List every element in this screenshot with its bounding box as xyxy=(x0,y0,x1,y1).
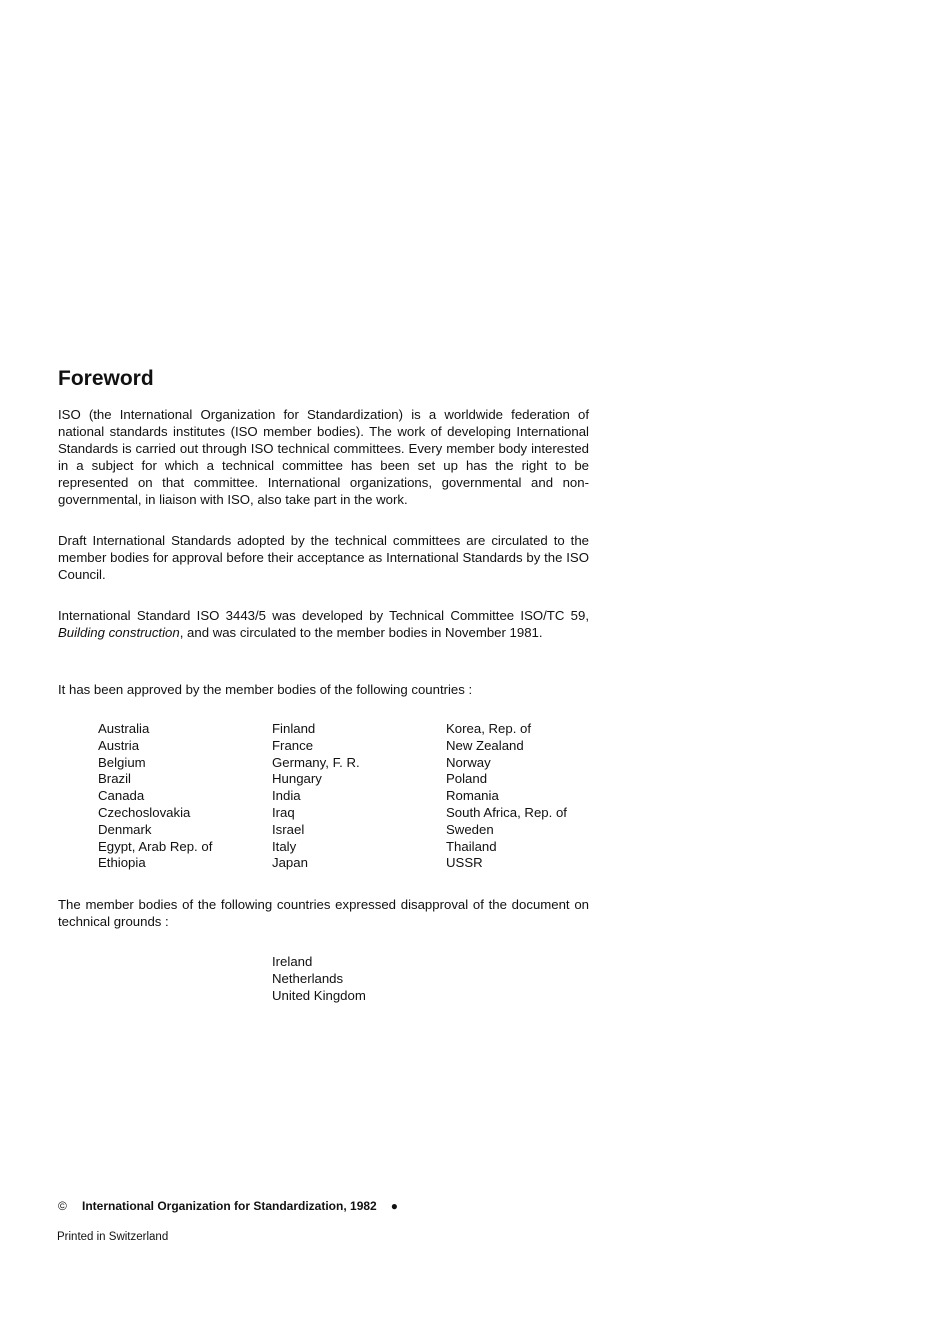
country-item: Egypt, Arab Rep. of xyxy=(98,838,213,854)
country-item: Germany, F. R. xyxy=(272,754,360,770)
country-item: Ireland xyxy=(272,954,313,969)
country-item: USSR xyxy=(446,855,483,871)
printed-in-note: Printed in Switzerland xyxy=(57,1231,169,1243)
approving-countries-column-2 xyxy=(272,721,360,872)
paragraph-approval: It has been approved by the member bodies of the following countries : xyxy=(58,682,473,697)
paragraph-draft-standards: Draft International Standards adopted by the technical committees are circulated to the member bodies for approval before their acceptance as International Standards by the ISO Council. xyxy=(58,533,589,582)
country-item: Brazil xyxy=(98,771,131,787)
paragraph-disapproval: The member bodies of the following countries expressed disapproval of the document on technical grounds : xyxy=(58,897,589,929)
country-item: Korea, Rep. of xyxy=(446,721,532,736)
country-item: Thailand xyxy=(446,838,497,854)
paragraph-development xyxy=(58,607,589,641)
country-item: Ethiopia xyxy=(98,855,146,871)
copyright-icon: © xyxy=(58,1199,67,1213)
approving-countries-column-3 xyxy=(446,721,567,872)
foreword-heading: Foreword xyxy=(58,367,154,390)
country-item: Italy xyxy=(272,838,297,854)
country-item: Czechoslovakia xyxy=(98,804,191,820)
country-item: India xyxy=(272,788,301,804)
country-item: New Zealand xyxy=(446,737,524,753)
paragraph-iso-description: ISO (the International Organization for Standardization) is a worldwide federation of national standards institutes (ISO member bodies). The work of developing International Standards is carried out through ISO technical committees. Every member body interested in a subject for which a technical committee has been set up has the right to be represented on that committee. International organizations, governmental and non-governmental, in liaison with ISO, also take part in the work. xyxy=(58,407,589,507)
country-item: Belgium xyxy=(98,754,146,770)
country-item: United Kingdom xyxy=(272,988,366,1003)
country-item: Sweden xyxy=(446,821,494,837)
country-item: Romania xyxy=(446,788,499,804)
country-item: Japan xyxy=(272,855,308,871)
country-item: Poland xyxy=(446,771,488,787)
bullet-icon: ● xyxy=(390,1199,398,1213)
country-item: Canada xyxy=(98,788,145,804)
development-text-after: , and was circulated to the member bodies in November 1981. xyxy=(179,625,543,640)
country-item: South Africa, Rep. of xyxy=(446,804,567,820)
country-item: Finland xyxy=(272,721,316,736)
country-item: France xyxy=(272,737,314,753)
copyright-line xyxy=(58,1198,398,1214)
country-item: Austria xyxy=(98,737,140,753)
copyright-text: International Organization for Standardization, 1982 xyxy=(82,1199,377,1213)
country-item: Norway xyxy=(446,754,491,770)
approving-countries-column-1 xyxy=(98,721,212,872)
country-item: Israel xyxy=(272,821,305,837)
committee-name: Building construction xyxy=(58,625,180,640)
country-item: Hungary xyxy=(272,771,322,787)
disapproving-countries-list xyxy=(272,953,366,1004)
country-item: Netherlands xyxy=(272,971,344,986)
country-item: Iraq xyxy=(272,804,295,820)
country-item: Denmark xyxy=(98,821,152,837)
development-text-before: International Standard ISO 3443/5 was developed by Technical Committee ISO/TC 59, xyxy=(58,608,589,623)
country-item: Australia xyxy=(98,721,150,736)
